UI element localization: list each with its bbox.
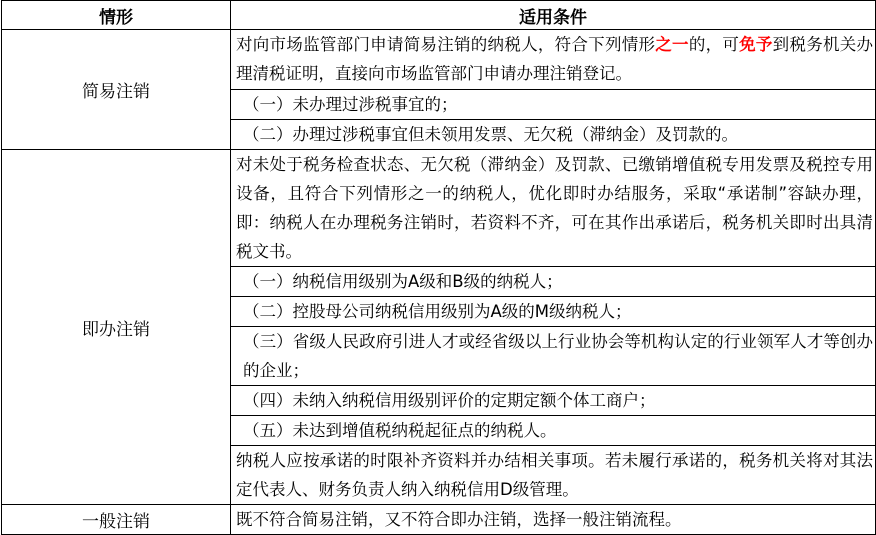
simple-intro — [231, 30, 876, 90]
header-conditions: 适用条件 — [231, 1, 876, 30]
table-row — [2, 30, 876, 90]
table-row — [2, 505, 876, 535]
header-situation: 情形 — [2, 1, 231, 30]
simple-intro-highlight-2: 免予 — [739, 35, 773, 54]
immediate-intro: 对未处于税务检查状态、无欠税（滞纳金）及罚款、已缴销增值税专用发票及税控专用设备，且符合下列情形之一的纳税人，优化即时办结服务，采取“承诺制”容缺办理，即：纳税人在办理税务注销时，若资料不齐，可在其作出承诺后，税务机关即时出具清税文书。 — [231, 150, 876, 267]
simple-item-1: （一）未办理过涉税事宜的； — [231, 90, 876, 120]
category-immediate: 即办注销 — [2, 150, 231, 505]
category-simple: 简易注销 — [2, 30, 231, 150]
simple-intro-highlight-1: 之一 — [655, 35, 689, 54]
general-text: 既不符合简易注销，又不符合即办注销，选择一般注销流程。 — [231, 505, 876, 535]
immediate-item-1: （一）纳税信用级别为A级和B级的纳税人； — [231, 267, 876, 297]
immediate-item-5: （五）未达到增值税纳税起征点的纳税人。 — [231, 416, 876, 446]
cancellation-conditions-table — [1, 0, 876, 535]
immediate-item-3: （三）省级人民政府引进人才或经省级以上行业协会等机构认定的行业领军人才等创办的企业； — [231, 327, 876, 386]
immediate-note: 纳税人应按承诺的时限补齐资料并办结相关事项。若未履行承诺的，税务机关将对其法定代表人、财务负责人纳入纳税信用D级管理。 — [231, 446, 876, 505]
table-row — [2, 150, 876, 267]
simple-item-2: （二）办理过涉税事宜但未领用发票、无欠税（滞纳金）及罚款的。 — [231, 120, 876, 150]
immediate-item-4: （四）未纳入纳税信用级别评价的定期定额个体工商户； — [231, 386, 876, 416]
simple-intro-text-3: 到税务机关办理清税证明，直接向市场监管部门申请办理注销登记。 — [236, 35, 874, 83]
category-general: 一般注销 — [2, 505, 231, 535]
simple-intro-text-1: 对向市场监管部门申请简易注销的纳税人，符合下列情形 — [236, 35, 656, 54]
immediate-item-2: （二）控股母公司纳税信用级别为A级的M级纳税人； — [231, 297, 876, 327]
header-row — [2, 1, 876, 30]
simple-intro-text-2: 的，可 — [688, 35, 740, 54]
